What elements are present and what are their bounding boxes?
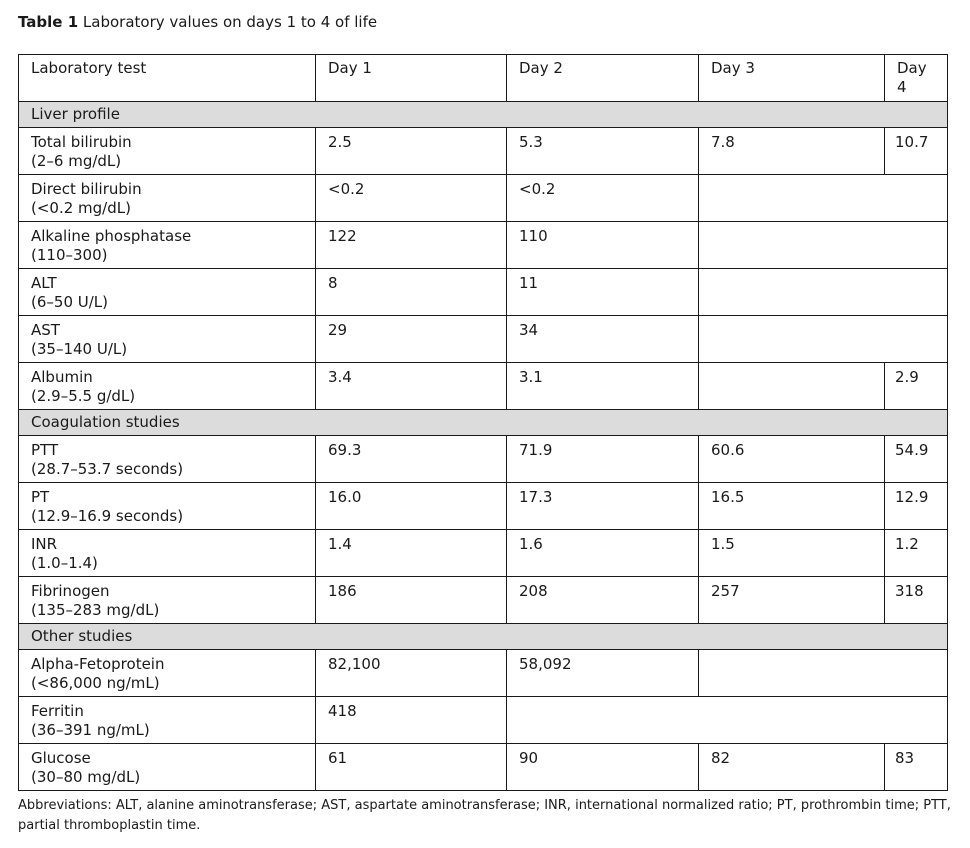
day4-value: 318 [885,577,948,624]
section-title-coagulation-studies: Coagulation studies [19,410,948,436]
test-cell [19,316,316,363]
day1-value: 3.4 [316,363,507,410]
day1-value: 82,100 [316,650,507,697]
column-header-day2: Day 2 [507,55,699,102]
table-caption [18,12,377,32]
section-title-other-studies: Other studies [19,624,948,650]
day4-value: 1.2 [885,530,948,577]
reference-range: (2.9–5.5 g/dL) [31,387,136,405]
day2-value: 17.3 [507,483,699,530]
test-name: INR [31,535,58,553]
day3-value: 7.8 [699,128,885,175]
section-row [19,410,948,436]
day1-value: 122 [316,222,507,269]
test-cell [19,483,316,530]
day2-value: 208 [507,577,699,624]
table-row [19,222,948,269]
test-name: PTT [31,441,59,459]
empty-merged-cell [699,269,948,316]
day2-value: 3.1 [507,363,699,410]
day4-value: 83 [885,744,948,791]
empty-merged-cell [699,650,948,697]
test-name: AST [31,321,60,339]
column-header-day1: Day 1 [316,55,507,102]
day1-value: 2.5 [316,128,507,175]
day2-value: 58,092 [507,650,699,697]
table-row [19,650,948,697]
table-row [19,363,948,410]
table-row [19,436,948,483]
day1-value: 29 [316,316,507,363]
day4-value: 2.9 [885,363,948,410]
test-cell [19,175,316,222]
day4-value: 12.9 [885,483,948,530]
test-name: Alkaline phosphatase [31,227,192,245]
table-row [19,530,948,577]
reference-range: (<0.2 mg/dL) [31,199,131,217]
header-row [19,55,948,102]
reference-range: (110–300) [31,246,108,264]
empty-merged-cell [699,316,948,363]
day2-value: 110 [507,222,699,269]
reference-range: (6–50 U/L) [31,293,108,311]
test-cell [19,222,316,269]
test-cell [19,436,316,483]
lab-values-table [18,54,948,791]
test-name: Fibrinogen [31,582,110,600]
table-row [19,128,948,175]
day2-value: <0.2 [507,175,699,222]
test-name: Albumin [31,368,93,386]
column-header-test: Laboratory test [19,55,316,102]
reference-range: (<86,000 ng/mL) [31,674,160,692]
test-name: Ferritin [31,702,84,720]
empty-merged-cell [699,222,948,269]
table-title: Laboratory values on days 1 to 4 of life [82,13,378,31]
table-row [19,697,948,744]
table-row [19,483,948,530]
day1-value: <0.2 [316,175,507,222]
day2-value: 34 [507,316,699,363]
test-cell [19,650,316,697]
day1-value: 418 [316,697,507,744]
empty-merged-cell [699,175,948,222]
test-cell [19,744,316,791]
day1-value: 16.0 [316,483,507,530]
section-title-liver-profile: Liver profile [19,102,948,128]
test-name: PT [31,488,50,506]
day1-value: 69.3 [316,436,507,483]
day1-value: 1.4 [316,530,507,577]
day1-value: 8 [316,269,507,316]
day1-value: 61 [316,744,507,791]
test-cell [19,577,316,624]
test-cell [19,697,316,744]
day2-value: 11 [507,269,699,316]
test-name: Direct bilirubin [31,180,142,198]
day3-value: 82 [699,744,885,791]
footnote-line-1: Abbreviations: ALT, alanine aminotransferase; AST, aspartate aminotransferase; INR, international normalized ratio; PT, prothrombin time; PTT, [18,798,951,813]
test-name: ALT [31,274,57,292]
test-name: Glucose [31,749,91,767]
reference-range: (2–6 mg/dL) [31,152,122,170]
table-row [19,577,948,624]
day3-value: 257 [699,577,885,624]
table-row [19,744,948,791]
test-cell [19,128,316,175]
section-row [19,624,948,650]
day3-value: 60.6 [699,436,885,483]
reference-range: (12.9–16.9 seconds) [31,507,184,525]
day4-value: 54.9 [885,436,948,483]
reference-range: (1.0–1.4) [31,554,98,572]
test-cell [19,269,316,316]
day1-value: 186 [316,577,507,624]
day3-value: 16.5 [699,483,885,530]
table-footnote [18,796,953,836]
section-row [19,102,948,128]
reference-range: (135–283 mg/dL) [31,601,160,619]
reference-range: (28.7–53.7 seconds) [31,460,184,478]
table-row [19,316,948,363]
test-cell [19,530,316,577]
column-header-day3: Day 3 [699,55,885,102]
day4-value: 10.7 [885,128,948,175]
column-header-day4: Day 4 [885,55,948,102]
test-name: Total bilirubin [31,133,132,151]
reference-range: (35–140 U/L) [31,340,128,358]
footnote-line-2: partial thromboplastin time. [18,818,201,833]
reference-range: (30–80 mg/dL) [31,768,141,786]
reference-range: (36–391 ng/mL) [31,721,150,739]
day3-value [699,363,885,410]
day2-value: 1.6 [507,530,699,577]
table-number: Table 1 [18,13,79,31]
table-row [19,175,948,222]
day2-value: 90 [507,744,699,791]
test-cell [19,363,316,410]
table-row [19,269,948,316]
empty-merged-cell [507,697,948,744]
day2-value: 5.3 [507,128,699,175]
test-name: Alpha-Fetoprotein [31,655,165,673]
day3-value: 1.5 [699,530,885,577]
day2-value: 71.9 [507,436,699,483]
